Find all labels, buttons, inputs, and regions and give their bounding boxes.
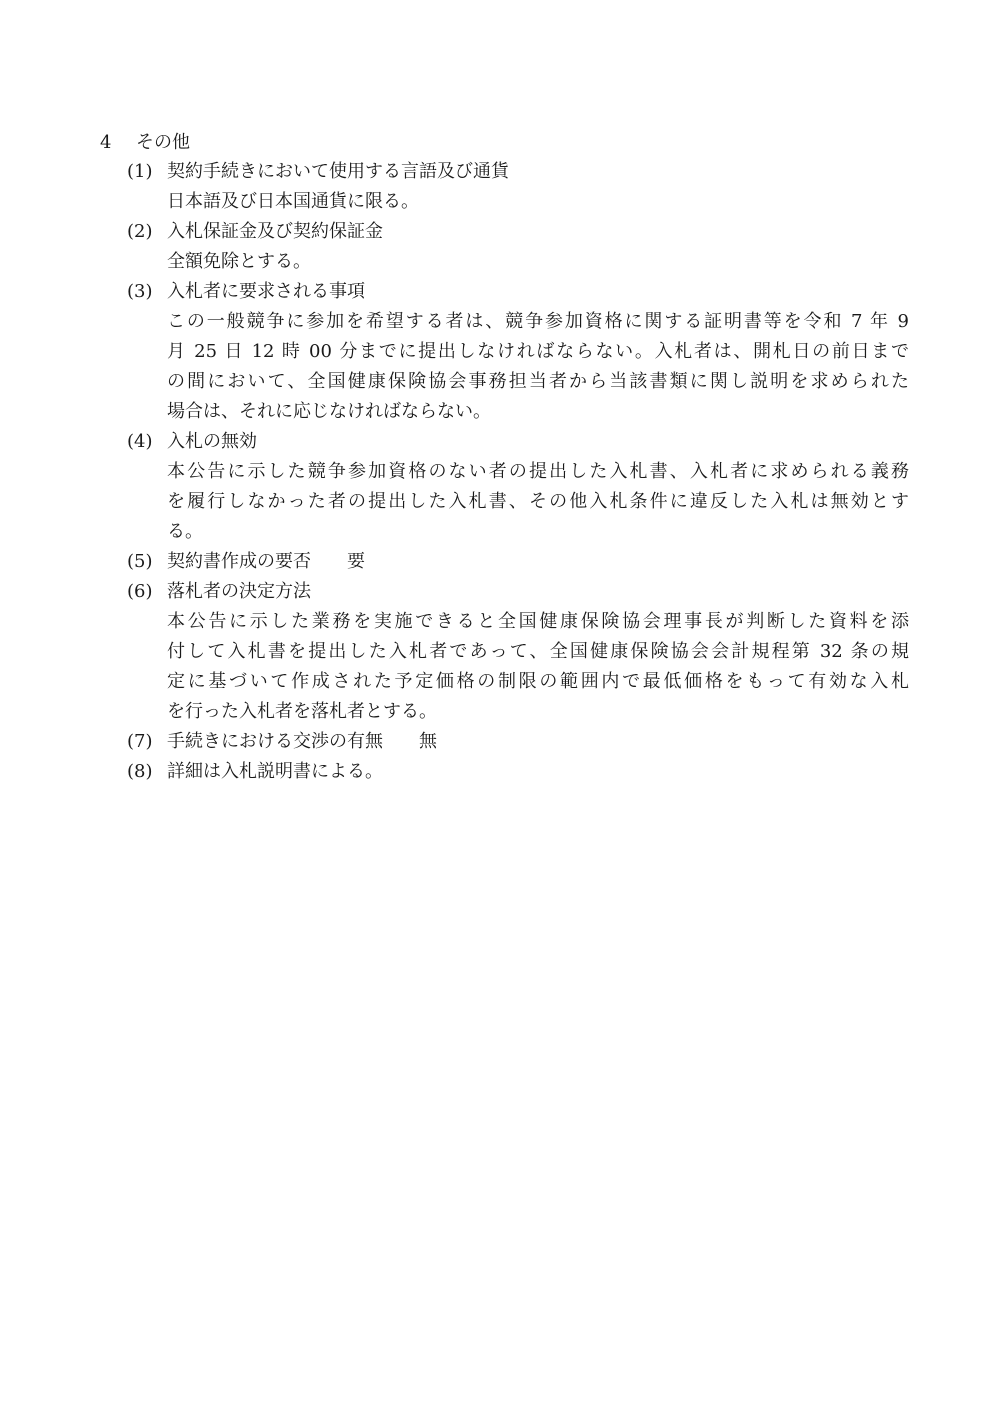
item-body-line: の間において、全国健康保険協会事務担当者から当該書類に関し説明を求められた bbox=[167, 371, 909, 392]
item-body bbox=[167, 607, 909, 727]
section-heading bbox=[100, 128, 190, 158]
item-inline-value: 要 bbox=[347, 551, 365, 572]
item-body-line: 場合は、それに応じなければならない。 bbox=[167, 401, 491, 422]
item-title: 落札者の決定方法 bbox=[167, 581, 311, 602]
section-number: 4 bbox=[100, 132, 112, 153]
item-body-line: 日本語及び日本国通貨に限る。 bbox=[167, 191, 419, 212]
item-title: 契約書作成の要否 bbox=[167, 551, 311, 572]
item-title: 入札の無効 bbox=[167, 431, 257, 452]
item-body-line: を履行しなかった者の提出した入札書、その他入札条件に違反した入札は無効とす bbox=[167, 491, 909, 512]
item-title: 入札者に要求される事項 bbox=[167, 281, 365, 302]
list-item bbox=[127, 277, 917, 427]
item-heading bbox=[127, 157, 917, 187]
item-title: 契約手続きにおいて使用する言語及び通貨 bbox=[167, 161, 509, 182]
item-body-line: 全額免除とする。 bbox=[167, 251, 311, 272]
item-heading bbox=[127, 277, 917, 307]
item-body-line: この一般競争に参加を希望する者は、競争参加資格に関する証明書等を令和 7 年 9 bbox=[167, 311, 909, 332]
section-title: その他 bbox=[136, 132, 190, 153]
item-body-line: を行った入札者を落札者とする。 bbox=[167, 701, 437, 722]
list-item bbox=[127, 727, 917, 757]
item-body-line: 付して入札書を提出した入札者であって、全国健康保険協会会計規程第 32 条の規 bbox=[167, 641, 909, 662]
item-body-line: 定に基づいて作成された予定価格の制限の範囲内で最低価格をもって有効な入札 bbox=[167, 671, 909, 692]
item-body-line: 本公告に示した競争参加資格のない者の提出した入札書、入札者に求められる義務 bbox=[167, 461, 909, 482]
item-heading bbox=[127, 727, 917, 757]
item-heading bbox=[127, 757, 917, 787]
item-list bbox=[127, 157, 917, 787]
item-heading bbox=[127, 427, 917, 457]
item-title: 手続きにおける交渉の有無 bbox=[167, 731, 383, 752]
list-item bbox=[127, 427, 917, 547]
item-number: (3) bbox=[127, 281, 153, 302]
item-body-line: 本公告に示した業務を実施できると全国健康保険協会理事長が判断した資料を添 bbox=[167, 611, 909, 632]
item-number: (7) bbox=[127, 731, 153, 752]
item-heading bbox=[127, 577, 917, 607]
item-inline-value: 無 bbox=[419, 731, 437, 752]
item-body-line: る。 bbox=[167, 521, 203, 542]
item-body bbox=[167, 247, 909, 277]
list-item bbox=[127, 577, 917, 727]
item-number: (6) bbox=[127, 581, 153, 602]
list-item bbox=[127, 157, 917, 217]
item-number: (2) bbox=[127, 221, 153, 242]
item-body bbox=[167, 187, 909, 217]
item-title: 詳細は入札説明書による。 bbox=[167, 761, 383, 782]
list-item bbox=[127, 217, 917, 277]
item-body bbox=[167, 457, 909, 547]
item-body bbox=[167, 307, 909, 427]
item-number: (1) bbox=[127, 161, 153, 182]
item-number: (8) bbox=[127, 761, 153, 782]
item-number: (4) bbox=[127, 431, 153, 452]
item-heading bbox=[127, 547, 917, 577]
list-item bbox=[127, 547, 917, 577]
item-heading bbox=[127, 217, 917, 247]
item-body-line: 月 25 日 12 時 00 分までに提出しなければならない。入札者は、開札日の前日まで bbox=[167, 341, 909, 362]
item-title: 入札保証金及び契約保証金 bbox=[167, 221, 383, 242]
item-number: (5) bbox=[127, 551, 153, 572]
list-item bbox=[127, 757, 917, 787]
